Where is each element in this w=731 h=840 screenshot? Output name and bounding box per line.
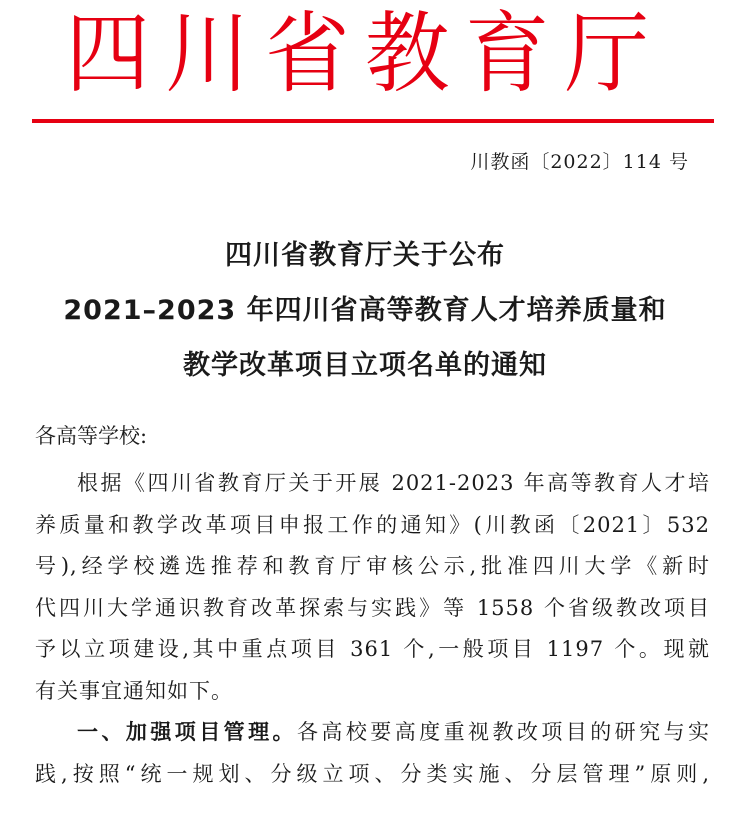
letterhead: [0, 0, 731, 108]
paragraph-line: 号),经学校遴选推荐和教育厅审核公示,批准四川大学《新时: [35, 554, 710, 578]
letterhead-title: 四川省教育厅: [65, 2, 666, 105]
title-line: 2021–2023 年四川省高等教育人才培养质量和: [63, 295, 667, 326]
document-body: [35, 463, 710, 795]
paragraph-line: 予以立项建设,其中重点项目 361 个,一般项目 1197 个。现就: [35, 637, 710, 661]
title-line: 教学改革项目立项名单的通知: [183, 350, 547, 381]
section-line: 践,按照“统一规划、分级立项、分类实施、分层管理”原则,: [35, 761, 710, 786]
title-line: 四川省教育厅关于公布: [225, 240, 505, 271]
paragraph-line: 养质量和教学改革项目申报工作的通知》(川教函〔2021〕532: [35, 512, 710, 537]
paragraph-line: 有关事宜通知如下。: [35, 678, 233, 703]
section-text: 各高校要高度重视教改项目的研究与实: [296, 720, 710, 744]
document-number: 川教函〔2022〕114 号: [470, 151, 689, 173]
paragraph-line: 根据《四川省教育厅关于开展 2021-2023 年高等教育人才培: [77, 471, 710, 495]
section-line: [35, 712, 710, 754]
salutation: 各高等学校:: [35, 424, 148, 448]
paragraph-line: 代四川大学通识教育改革探索与实践》等 1558 个省级教改项目: [35, 595, 710, 620]
section-heading: 一、加强项目管理。: [77, 720, 297, 744]
red-divider-line: [32, 119, 714, 123]
document-title: [20, 228, 710, 393]
